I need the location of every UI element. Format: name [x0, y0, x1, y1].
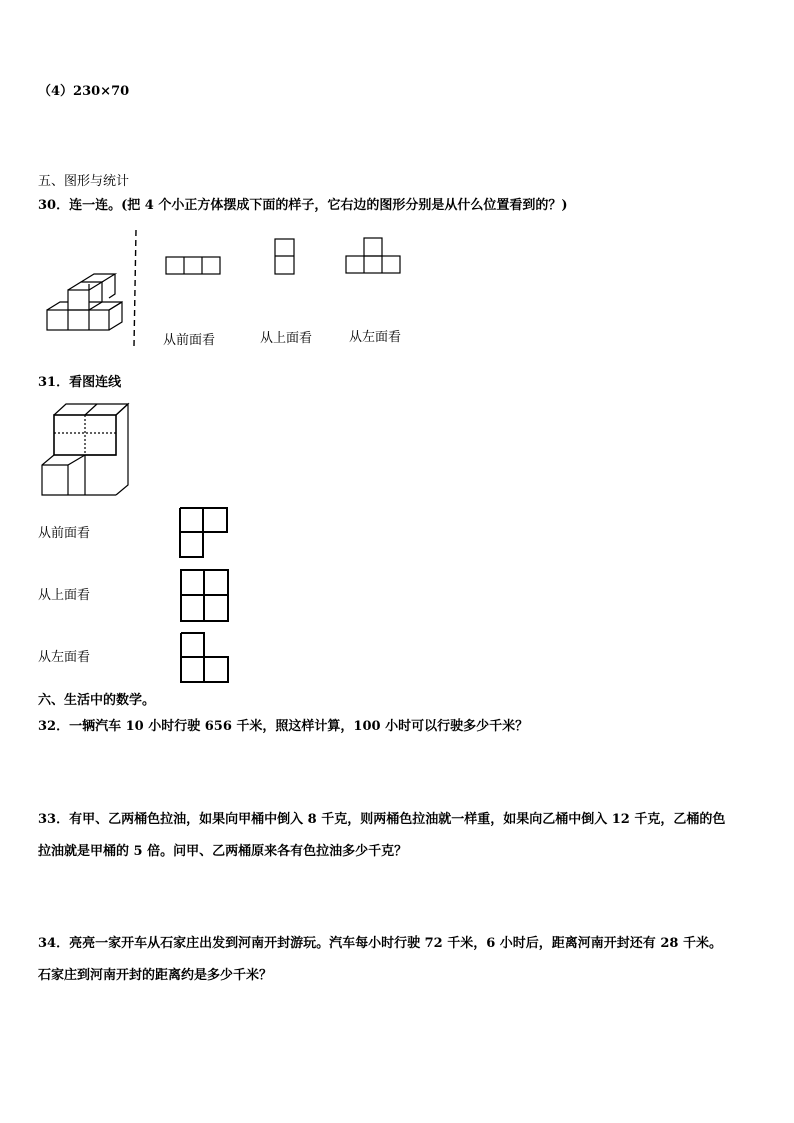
q33-line2: 拉油就是甲桶的 5 倍。问甲、乙两桶原来各有色拉油多少千克？: [38, 844, 408, 859]
q31-label-front: 从前面看: [38, 526, 91, 541]
section5-title: 五、图形与统计: [38, 174, 130, 189]
q31-view-left: [180, 632, 230, 684]
q30-text: 30．连一连。(把 4 个小正方体摆成下面的样子，它右边的图形分别是从什么位置看到的？): [38, 198, 568, 213]
q31-label-left: 从左面看: [38, 650, 91, 665]
q31-view-front: [179, 507, 229, 559]
q30-label-top: 从上面看: [260, 331, 313, 346]
q30-label-left: 从左面看: [349, 330, 402, 345]
q32-text: 32．一辆汽车 10 小时行驶 656 千米，照这样计算，100 小时可以行驶多少千米？: [38, 719, 529, 734]
section6-title: 六、生活中的数学。: [38, 693, 156, 708]
q34-line1: 34．亮亮一家开车从石家庄出发到河南开封游玩。汽车每小时行驶 72 千米，6 小时后，距离河南开封还有 28 千米。: [38, 936, 722, 951]
q30-cube-figure: [45, 274, 125, 332]
q34-line2: 石家庄到河南开封的距离约是多少千米？: [38, 968, 273, 983]
q31-cube-figure: [40, 403, 132, 497]
q30-view-t-shape: [345, 237, 403, 275]
q31-view-top: [180, 569, 230, 623]
q31-text: 31．看图连线: [38, 375, 122, 390]
q30-dashed-divider: [130, 230, 142, 348]
q33-line1: 33．有甲、乙两桶色拉油，如果向甲桶中倒入 8 千克，则两桶色拉油就一样重，如果向乙桶中倒入 12 千克，乙桶的色: [38, 812, 726, 827]
q4-calc: （4）230×70: [38, 84, 130, 99]
q31-label-top: 从上面看: [38, 588, 91, 603]
q30-label-front: 从前面看: [163, 333, 216, 348]
q30-view-three-horizontal: [165, 256, 221, 276]
q30-view-two-vertical: [274, 238, 296, 276]
